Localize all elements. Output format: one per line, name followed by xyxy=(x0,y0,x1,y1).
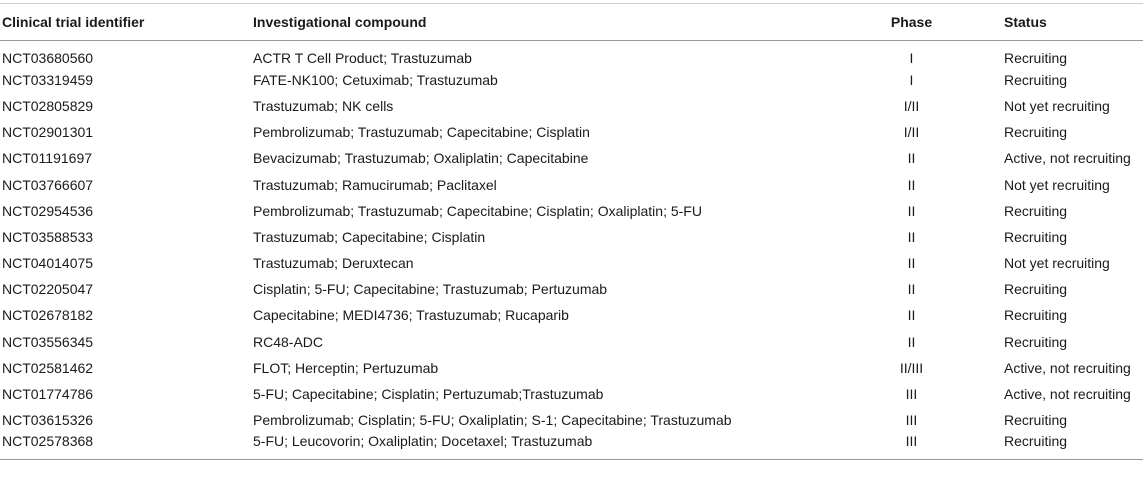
table-row xyxy=(0,302,1143,328)
cell-trial-identifier: NCT01191697 xyxy=(2,150,93,167)
table-row xyxy=(0,41,1143,67)
cell-phase: II xyxy=(907,202,916,219)
cell-trial-identifier: NCT03588533 xyxy=(2,228,94,245)
header-phase: Phase xyxy=(830,4,993,41)
cell-investigational-compound: Bevacizumab; Trastuzumab; Oxaliplatin; Capecitabine xyxy=(253,150,589,167)
cell-investigational-compound: 5-FU; Leucovorin; Oxaliplatin; Docetaxel; Trastuzumab xyxy=(253,433,830,460)
cell-investigational-compound: ACTR T Cell Product; Trastuzumab xyxy=(253,49,472,66)
cell-trial-identifier: NCT03319459 xyxy=(2,71,94,88)
cell-phase: II xyxy=(907,333,916,350)
table-row xyxy=(0,250,1143,276)
cell-phase: II/III xyxy=(899,359,924,376)
cell-trial-identifier: NCT02901301 xyxy=(2,124,94,141)
cell-phase: II xyxy=(907,255,916,272)
cell-investigational-compound: Pembrolizumab; Cisplatin; 5-FU; Oxaliplatin; S-1; Capecitabine; Trastuzumab xyxy=(253,412,732,429)
cell-status: Recruiting xyxy=(993,433,1143,460)
cell-phase: III xyxy=(905,386,918,403)
table-row xyxy=(0,407,1143,433)
cell-trial-identifier: NCT03615326 xyxy=(2,412,94,429)
cell-investigational-compound: Trastuzumab; Ramucirumab; Paclitaxel xyxy=(253,176,497,193)
cell-status: Not yet recruiting xyxy=(1004,176,1110,193)
table-row xyxy=(0,198,1143,224)
header-investigational-compound: Investigational compound xyxy=(253,4,830,41)
cell-trial-identifier: NCT01774786 xyxy=(2,386,94,403)
table-row xyxy=(0,119,1143,145)
cell-trial-identifier: NCT02581462 xyxy=(2,359,94,376)
cell-investigational-compound: Trastuzumab; Deruxtecan xyxy=(253,255,414,272)
cell-investigational-compound: FLOT; Herceptin; Pertuzumab xyxy=(253,359,439,376)
cell-phase: I xyxy=(909,71,914,88)
cell-trial-identifier: NCT02805829 xyxy=(2,97,94,114)
table-row xyxy=(0,171,1143,197)
table-row xyxy=(0,93,1143,119)
cell-phase: II xyxy=(907,176,916,193)
cell-phase: II xyxy=(907,150,916,167)
table-row xyxy=(0,329,1143,355)
cell-trial-identifier: NCT04014075 xyxy=(2,255,94,272)
cell-phase: I/II xyxy=(903,97,920,114)
cell-status: Not yet recruiting xyxy=(1004,97,1110,114)
table-header xyxy=(0,4,1143,41)
cell-status: Recruiting xyxy=(1004,412,1068,429)
cell-status: Recruiting xyxy=(1004,71,1068,88)
header-trial-identifier: Clinical trial identifier xyxy=(0,4,253,41)
cell-status: Recruiting xyxy=(1004,228,1068,245)
cell-phase: III xyxy=(830,433,993,460)
cell-phase: II xyxy=(907,228,916,245)
cell-phase: III xyxy=(905,412,918,429)
cell-investigational-compound: 5-FU; Capecitabine; Cisplatin; Pertuzumab;Trastuzumab xyxy=(253,386,604,403)
clinical-trials-table xyxy=(0,3,1143,460)
cell-phase: I/II xyxy=(903,124,920,141)
header-status: Status xyxy=(993,4,1143,41)
cell-trial-identifier: NCT03680560 xyxy=(2,49,94,66)
cell-status: Active, not recruiting xyxy=(1004,359,1131,376)
cell-status: Active, not recruiting xyxy=(1004,150,1131,167)
cell-trial-identifier: NCT02205047 xyxy=(2,281,94,298)
table-row xyxy=(0,145,1143,171)
cell-phase: II xyxy=(907,281,916,298)
cell-investigational-compound: Pembrolizumab; Trastuzumab; Capecitabine; Cisplatin xyxy=(253,124,590,141)
table-row xyxy=(0,433,1143,460)
table-row xyxy=(0,67,1143,93)
cell-phase: II xyxy=(907,307,916,324)
cell-status: Recruiting xyxy=(1004,49,1068,66)
cell-investigational-compound: FATE-NK100; Cetuximab; Trastuzumab xyxy=(253,71,498,88)
cell-phase: I xyxy=(909,49,914,66)
table-row xyxy=(0,224,1143,250)
table-row xyxy=(0,355,1143,381)
cell-trial-identifier: NCT02578368 xyxy=(0,433,253,460)
cell-status: Recruiting xyxy=(1004,124,1068,141)
cell-investigational-compound: Pembrolizumab; Trastuzumab; Capecitabine; Cisplatin; Oxaliplatin; 5-FU xyxy=(253,202,702,219)
cell-status: Active, not recruiting xyxy=(1004,386,1131,403)
table-row xyxy=(0,276,1143,302)
header-row xyxy=(0,4,1143,41)
cell-trial-identifier: NCT02954536 xyxy=(2,202,94,219)
cell-investigational-compound: Trastuzumab; NK cells xyxy=(253,97,394,114)
cell-status: Recruiting xyxy=(1004,202,1068,219)
cell-investigational-compound: Cisplatin; 5-FU; Capecitabine; Trastuzumab; Pertuzumab xyxy=(253,281,608,298)
table-body xyxy=(0,41,1143,460)
cell-status: Recruiting xyxy=(1004,333,1068,350)
cell-trial-identifier: NCT02678182 xyxy=(2,307,94,324)
cell-investigational-compound: Trastuzumab; Capecitabine; Cisplatin xyxy=(253,228,486,245)
cell-investigational-compound: Capecitabine; MEDI4736; Trastuzumab; Rucaparib xyxy=(253,307,569,324)
cell-status: Not yet recruiting xyxy=(1004,255,1110,272)
cell-status: Recruiting xyxy=(1004,307,1068,324)
cell-investigational-compound: RC48-ADC xyxy=(253,333,324,350)
cell-trial-identifier: NCT03766607 xyxy=(2,176,94,193)
cell-status: Recruiting xyxy=(1004,281,1068,298)
cell-trial-identifier: NCT03556345 xyxy=(2,333,94,350)
table-row xyxy=(0,381,1143,407)
